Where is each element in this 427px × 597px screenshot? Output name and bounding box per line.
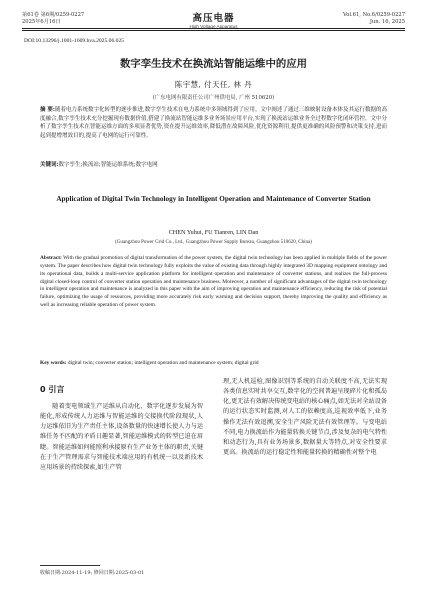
doi: DOI:10.13296/j.1001-1609.hva.2025.06.025 xyxy=(24,38,125,44)
body-column-right: 理,无人机巡检,图像识别等系统的自动关联度不高,无法实现各类信息实时共享交互,数字化的空间普遍呈现碎片化和孤岛化,更无法有效解决传统变电站的核心痛点,如无法对全站设备的运行状态实时监测,对人工的依赖度高,巡视效率低下,业务操作无法有效追溯,安全生产风险无法有效管理等。与变电站不同,电力换流站作为能量转换关键节点,涉及复杂的电气特性和动态行为,具有业务场景多,数据量大等特点,对安全性要求更高。换流站的运行稳定性和能量转换的精确性对整个电 xyxy=(223,378,387,457)
affiliation-en: (Guangzhou Power Grid Co., Ltd., Guangzhou Power Supply Bureau, Guangzhou 510620, China) xyxy=(115,240,312,245)
keywords-en-label: Key words: xyxy=(40,360,67,366)
volume-issue-cn: 第61卷 第6期/0259-0227 xyxy=(22,12,85,18)
header-rule-thin xyxy=(22,30,405,31)
header-rule xyxy=(22,28,405,29)
keywords-en xyxy=(40,360,387,368)
keywords-cn-text: 数字孪生;换流站;智能运维系统;数字电网 xyxy=(58,162,158,168)
keywords-en-text: digital twin; converter station; intelligent operation and maintenance system; digital grid xyxy=(67,360,259,366)
date-cn: 2025年6月16日 xyxy=(22,19,61,25)
keywords-cn-label: 关键词: xyxy=(40,162,59,168)
authors-en: CHEN Yuhui, FU Tianren, LIN Dan xyxy=(168,229,259,236)
paper-title-en: Application of Digital Twin Technology in Intelligent Operation and Maintenance of Converter Station xyxy=(56,195,371,203)
footnote-rule xyxy=(40,565,100,566)
journal-title-en: High Voltage Apparatus xyxy=(189,24,238,29)
abstract-en-label: Abstract: xyxy=(40,255,62,261)
abstract-cn xyxy=(40,106,387,140)
abstract-en xyxy=(40,255,387,310)
abstract-cn-label: 摘 要: xyxy=(40,107,55,113)
volume-issue-en: Vol.61, No.6/0259-0227 xyxy=(342,12,405,18)
paper-title-cn: 数字孪生技术在换流站智能运维中的应用 xyxy=(119,58,308,70)
abstract-en-text: With the gradual promotion of digital transformation of the power system, the digital twin technology has been applied in multiple fields of the power system. The paper describes how digital twin technology fully exploits the value of existing data through highly integrated 3D mapping equipment ontology and its operational data, builds a multi-service application platform for intelligent operation and maintenance of converter stations, and realizes the full-process digital closed-loop control of converter station operation and maintenance business. Moreover, a number of significant advantages of the digital twin technology in intelligent operation and maintenance is analyzed in this paper with the aim of improving operation and maintenance efficiency, reducing the risk of potential failure, optimizing the usage of resources, providing more accurately risk early warning and decision support, thereby improving the quality and efficiency as well as increasing reliable operation of power system. xyxy=(40,255,387,309)
date-en: Jun. 16, 2025 xyxy=(369,19,405,25)
header-right xyxy=(343,12,405,26)
keywords-cn xyxy=(40,161,387,169)
abstract-cn-text: 随着电力系统数字化转型的逐步推进,数字孪生技术在电力系统中多领域得到了应用。文中阐述了通过三维映射设备本体及其运行数据的高度融合,数字孪生技术充分挖掘现有数据价值,搭建了换流站智能运维多业务场景应用平台,实现了换流站运维业务全过程数字化闭环管控。文中分析了数字孪生技术在智能运维方面的多项显著优势,资在提升运维效率,降低潜在故障风险,优化资源利用,提供更准确的风险预警和决策支持,进而起到提增增效目的,提高了电网的运行可靠性。 xyxy=(40,107,387,139)
footnote-received-date: 收稿日期:2024-11-19; 修回日期:2025-03-01 xyxy=(40,570,145,576)
body-column-left: 随着变电领域生产运维从自动化、数字化逐步发展为智能化,形成传统人力运维与智能运维的交接换代阶段现状,人力运维依旧为生产责任主体,设备数量的快速增长使人力与运维任务不匹配的矛盾日趣显著,智能运维模式的转型已迫在眉睫。智能运维如何能照利承接原有生产业务主体的职责,关键在于生产管理需求与智能技术端应用的有机统一以及新技术应用场景的持续探索,如生产管 xyxy=(40,403,203,471)
authors-cn: 陈宇慧, 付天任, 林 丹 xyxy=(174,80,253,89)
affiliation-cn: (广东电网有限责任公司广州供电局, 广州 510620) xyxy=(152,95,275,101)
journal-title-cn: 高压电器 xyxy=(192,13,235,24)
section-heading-introduction: 0 引言 xyxy=(40,385,65,394)
